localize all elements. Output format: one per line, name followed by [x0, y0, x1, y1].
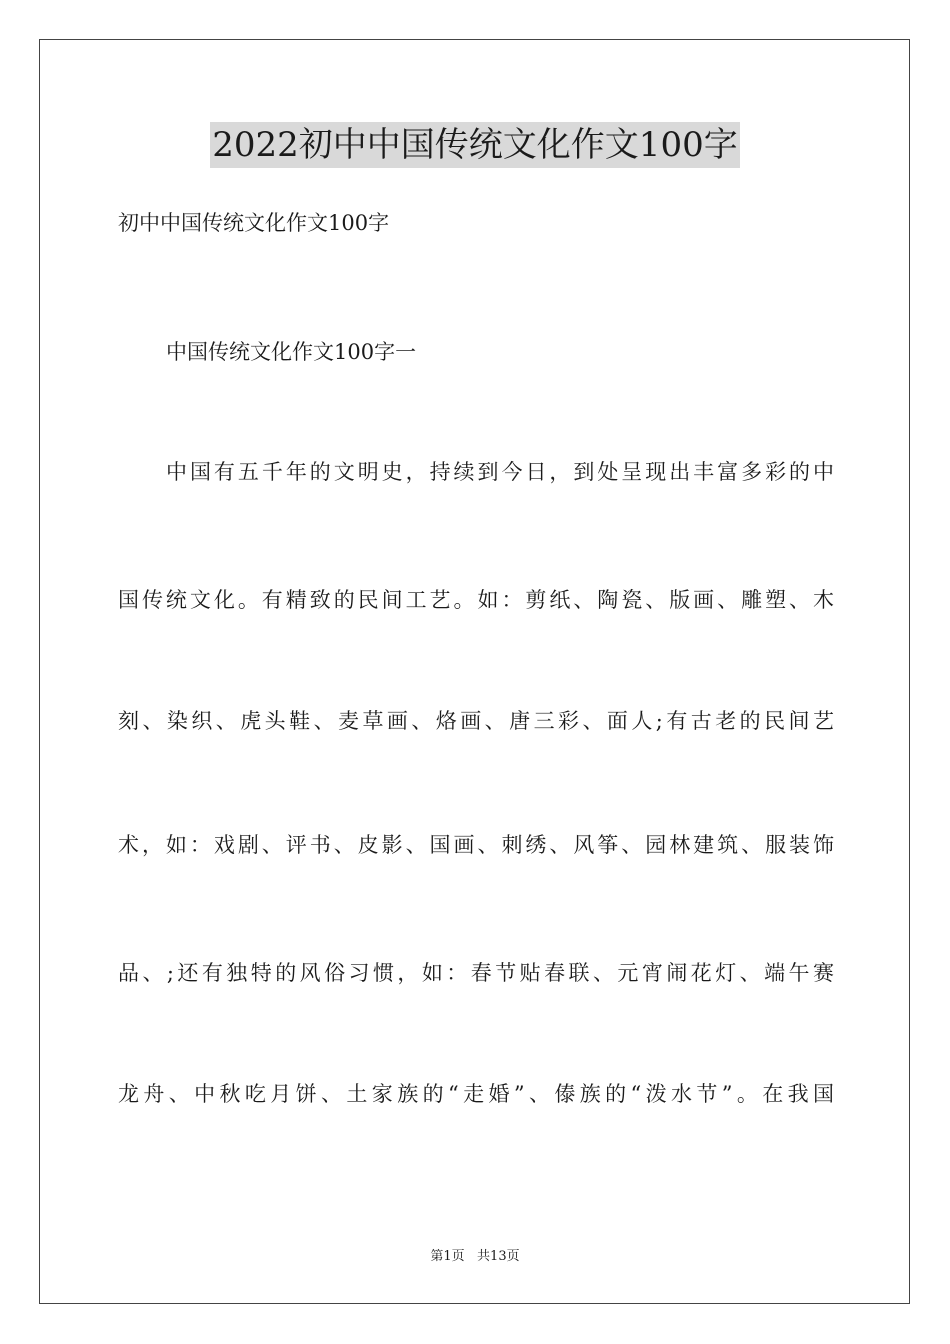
section-heading: 中国传统文化作文100字一: [166, 340, 417, 364]
paragraph-line: 中国有五千年的文明史，持续到今日，到处呈现出丰富多彩的中: [166, 460, 834, 484]
document-title: [0, 122, 950, 168]
paragraph-line: 国传统文化。有精致的民间工艺。如：剪纸、陶瓷、版画、雕塑、木: [118, 588, 834, 612]
paragraph-line: 刻、染织、虎头鞋、麦草画、烙画、唐三彩、面人;有古老的民间艺: [118, 709, 834, 733]
document-title-text: 2022初中中国传统文化作文100字: [210, 122, 739, 168]
paragraph-line: 品、;还有独特的风俗习惯，如：春节贴春联、元宵闹花灯、端午赛: [118, 961, 834, 985]
paragraph-line: 龙舟、中秋吃月饼、土家族的“走婚”、傣族的“泼水节”。在我国: [118, 1082, 834, 1106]
page-footer: 第1页 共13页: [430, 1249, 520, 1264]
paragraph-line: 术，如：戏剧、评书、皮影、国画、刺绣、风筝、园林建筑、服装饰: [118, 833, 834, 857]
document-subtitle: 初中中国传统文化作文100字: [118, 211, 390, 235]
